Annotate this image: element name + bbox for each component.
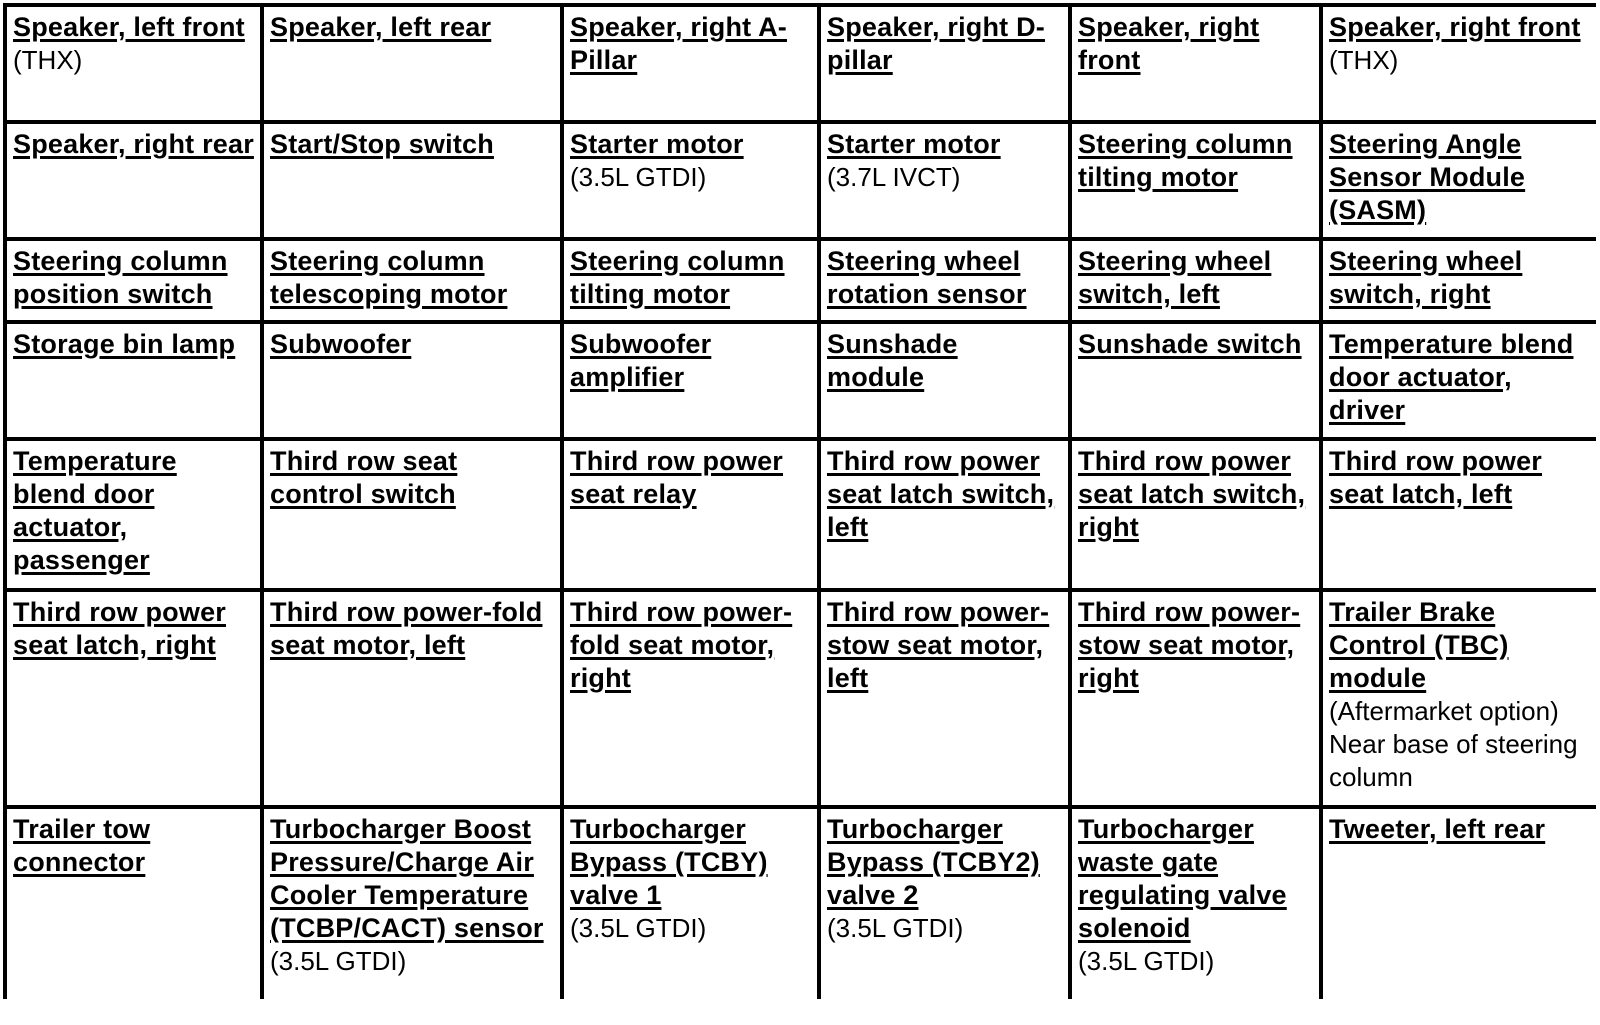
component-note: (Aftermarket option) Near base of steering column <box>1329 696 1578 792</box>
component-link[interactable]: Speaker, right front <box>1078 12 1260 75</box>
component-link[interactable]: Trailer Brake Control (TBC) module <box>1329 597 1509 693</box>
table-cell <box>264 441 560 588</box>
component-link[interactable]: Starter motor <box>570 129 744 159</box>
component-link[interactable]: Steering column telescoping motor <box>270 246 508 309</box>
component-link[interactable]: Subwoofer amplifier <box>570 329 712 392</box>
component-link[interactable]: Turbocharger Boost Pressure/Charge Air Cooler Temperature (TCBP/CACT) sensor <box>270 814 544 943</box>
table-cell <box>1072 324 1319 437</box>
component-link[interactable]: Start/Stop switch <box>270 129 494 159</box>
component-link[interactable]: Speaker, right A-Pillar <box>570 12 787 75</box>
table-cell <box>564 324 817 437</box>
table-cell <box>1072 241 1319 320</box>
component-link[interactable]: Tweeter, left rear <box>1329 814 1546 844</box>
table-cell <box>264 7 560 120</box>
table-cell <box>264 809 560 1025</box>
component-link[interactable]: Speaker, right rear <box>13 129 254 159</box>
component-link[interactable]: Steering wheel switch, left <box>1078 246 1272 309</box>
component-note: (3.5L GTDI) <box>827 913 964 943</box>
component-link[interactable]: Steering column tilting motor <box>570 246 785 309</box>
table-cell <box>264 592 560 805</box>
component-location-table <box>3 3 1596 999</box>
table-cell <box>821 809 1068 1025</box>
table-cell <box>1323 592 1600 805</box>
component-note: (THX) <box>13 45 83 75</box>
component-link[interactable]: Third row power seat latch, left <box>1329 446 1543 509</box>
table-cell <box>1323 7 1600 120</box>
table-cell <box>1072 441 1319 588</box>
component-link[interactable]: Steering column position switch <box>13 246 228 309</box>
table-cell <box>264 124 560 237</box>
component-link[interactable]: Third row power-fold seat motor, right <box>570 597 793 693</box>
component-link[interactable]: Storage bin lamp <box>13 329 236 359</box>
component-link[interactable]: Steering Angle Sensor Module (SASM) <box>1329 129 1526 225</box>
component-note: (3.5L GTDI) <box>570 913 707 943</box>
table-cell <box>1323 241 1600 320</box>
table-cell <box>7 592 260 805</box>
component-link[interactable]: Temperature blend door actuator, driver <box>1329 329 1574 425</box>
table-cell <box>564 809 817 1025</box>
component-link[interactable]: Steering wheel switch, right <box>1329 246 1523 309</box>
table-cell <box>564 592 817 805</box>
component-note: (THX) <box>1329 45 1399 75</box>
table-cell <box>7 124 260 237</box>
component-link[interactable]: Starter motor <box>827 129 1001 159</box>
table-cell <box>821 441 1068 588</box>
table-cell <box>264 324 560 437</box>
table-cell <box>7 241 260 320</box>
component-link[interactable]: Third row power seat relay <box>570 446 784 509</box>
component-link[interactable]: Third row seat control switch <box>270 446 458 509</box>
component-note: (3.5L GTDI) <box>570 162 707 192</box>
table-cell <box>821 592 1068 805</box>
component-note: (3.5L GTDI) <box>270 946 407 976</box>
table-cell <box>821 124 1068 237</box>
table-cell <box>7 809 260 1025</box>
component-link[interactable]: Third row power-stow seat motor, right <box>1078 597 1301 693</box>
table-cell <box>1072 809 1319 1025</box>
component-link[interactable]: Third row power seat latch, right <box>13 597 227 660</box>
table-cell <box>564 241 817 320</box>
table-cell <box>821 241 1068 320</box>
component-link[interactable]: Speaker, left front <box>13 12 245 42</box>
component-link[interactable]: Steering wheel rotation sensor <box>827 246 1027 309</box>
table-cell <box>7 324 260 437</box>
table-cell <box>1323 124 1600 237</box>
table-cell <box>264 241 560 320</box>
table-cell <box>1072 592 1319 805</box>
component-link[interactable]: Sunshade switch <box>1078 329 1302 359</box>
component-note: (3.5L GTDI) <box>1078 946 1215 976</box>
table-cell <box>1323 324 1600 437</box>
table-cell <box>564 124 817 237</box>
table-cell <box>1072 7 1319 120</box>
table-cell <box>1072 124 1319 237</box>
component-link[interactable]: Third row power-stow seat motor, left <box>827 597 1050 693</box>
table-cell <box>564 7 817 120</box>
table-cell <box>7 7 260 120</box>
component-link[interactable]: Speaker, left rear <box>270 12 492 42</box>
table-cell <box>7 441 260 588</box>
component-link[interactable]: Turbocharger Bypass (TCBY) valve 1 <box>570 814 768 910</box>
component-link[interactable]: Speaker, right front <box>1329 12 1581 42</box>
component-link[interactable]: Turbocharger Bypass (TCBY2) valve 2 <box>827 814 1040 910</box>
component-note: (3.7L IVCT) <box>827 162 961 192</box>
component-link[interactable]: Third row power-fold seat motor, left <box>270 597 543 660</box>
component-link[interactable]: Trailer tow connector <box>13 814 151 877</box>
table-cell <box>821 324 1068 437</box>
component-link[interactable]: Sunshade module <box>827 329 958 392</box>
component-link[interactable]: Temperature blend door actuator, passenger <box>13 446 177 575</box>
table-cell <box>564 441 817 588</box>
component-link[interactable]: Speaker, right D-pillar <box>827 12 1045 75</box>
component-link[interactable]: Steering column tilting motor <box>1078 129 1293 192</box>
table-cell <box>1323 809 1600 1025</box>
component-link[interactable]: Turbocharger waste gate regulating valve solenoid <box>1078 814 1287 943</box>
table-cell <box>821 7 1068 120</box>
component-link[interactable]: Subwoofer <box>270 329 412 359</box>
table-cell <box>1323 441 1600 588</box>
component-link[interactable]: Third row power seat latch switch, right <box>1078 446 1306 542</box>
component-link[interactable]: Third row power seat latch switch, left <box>827 446 1055 542</box>
